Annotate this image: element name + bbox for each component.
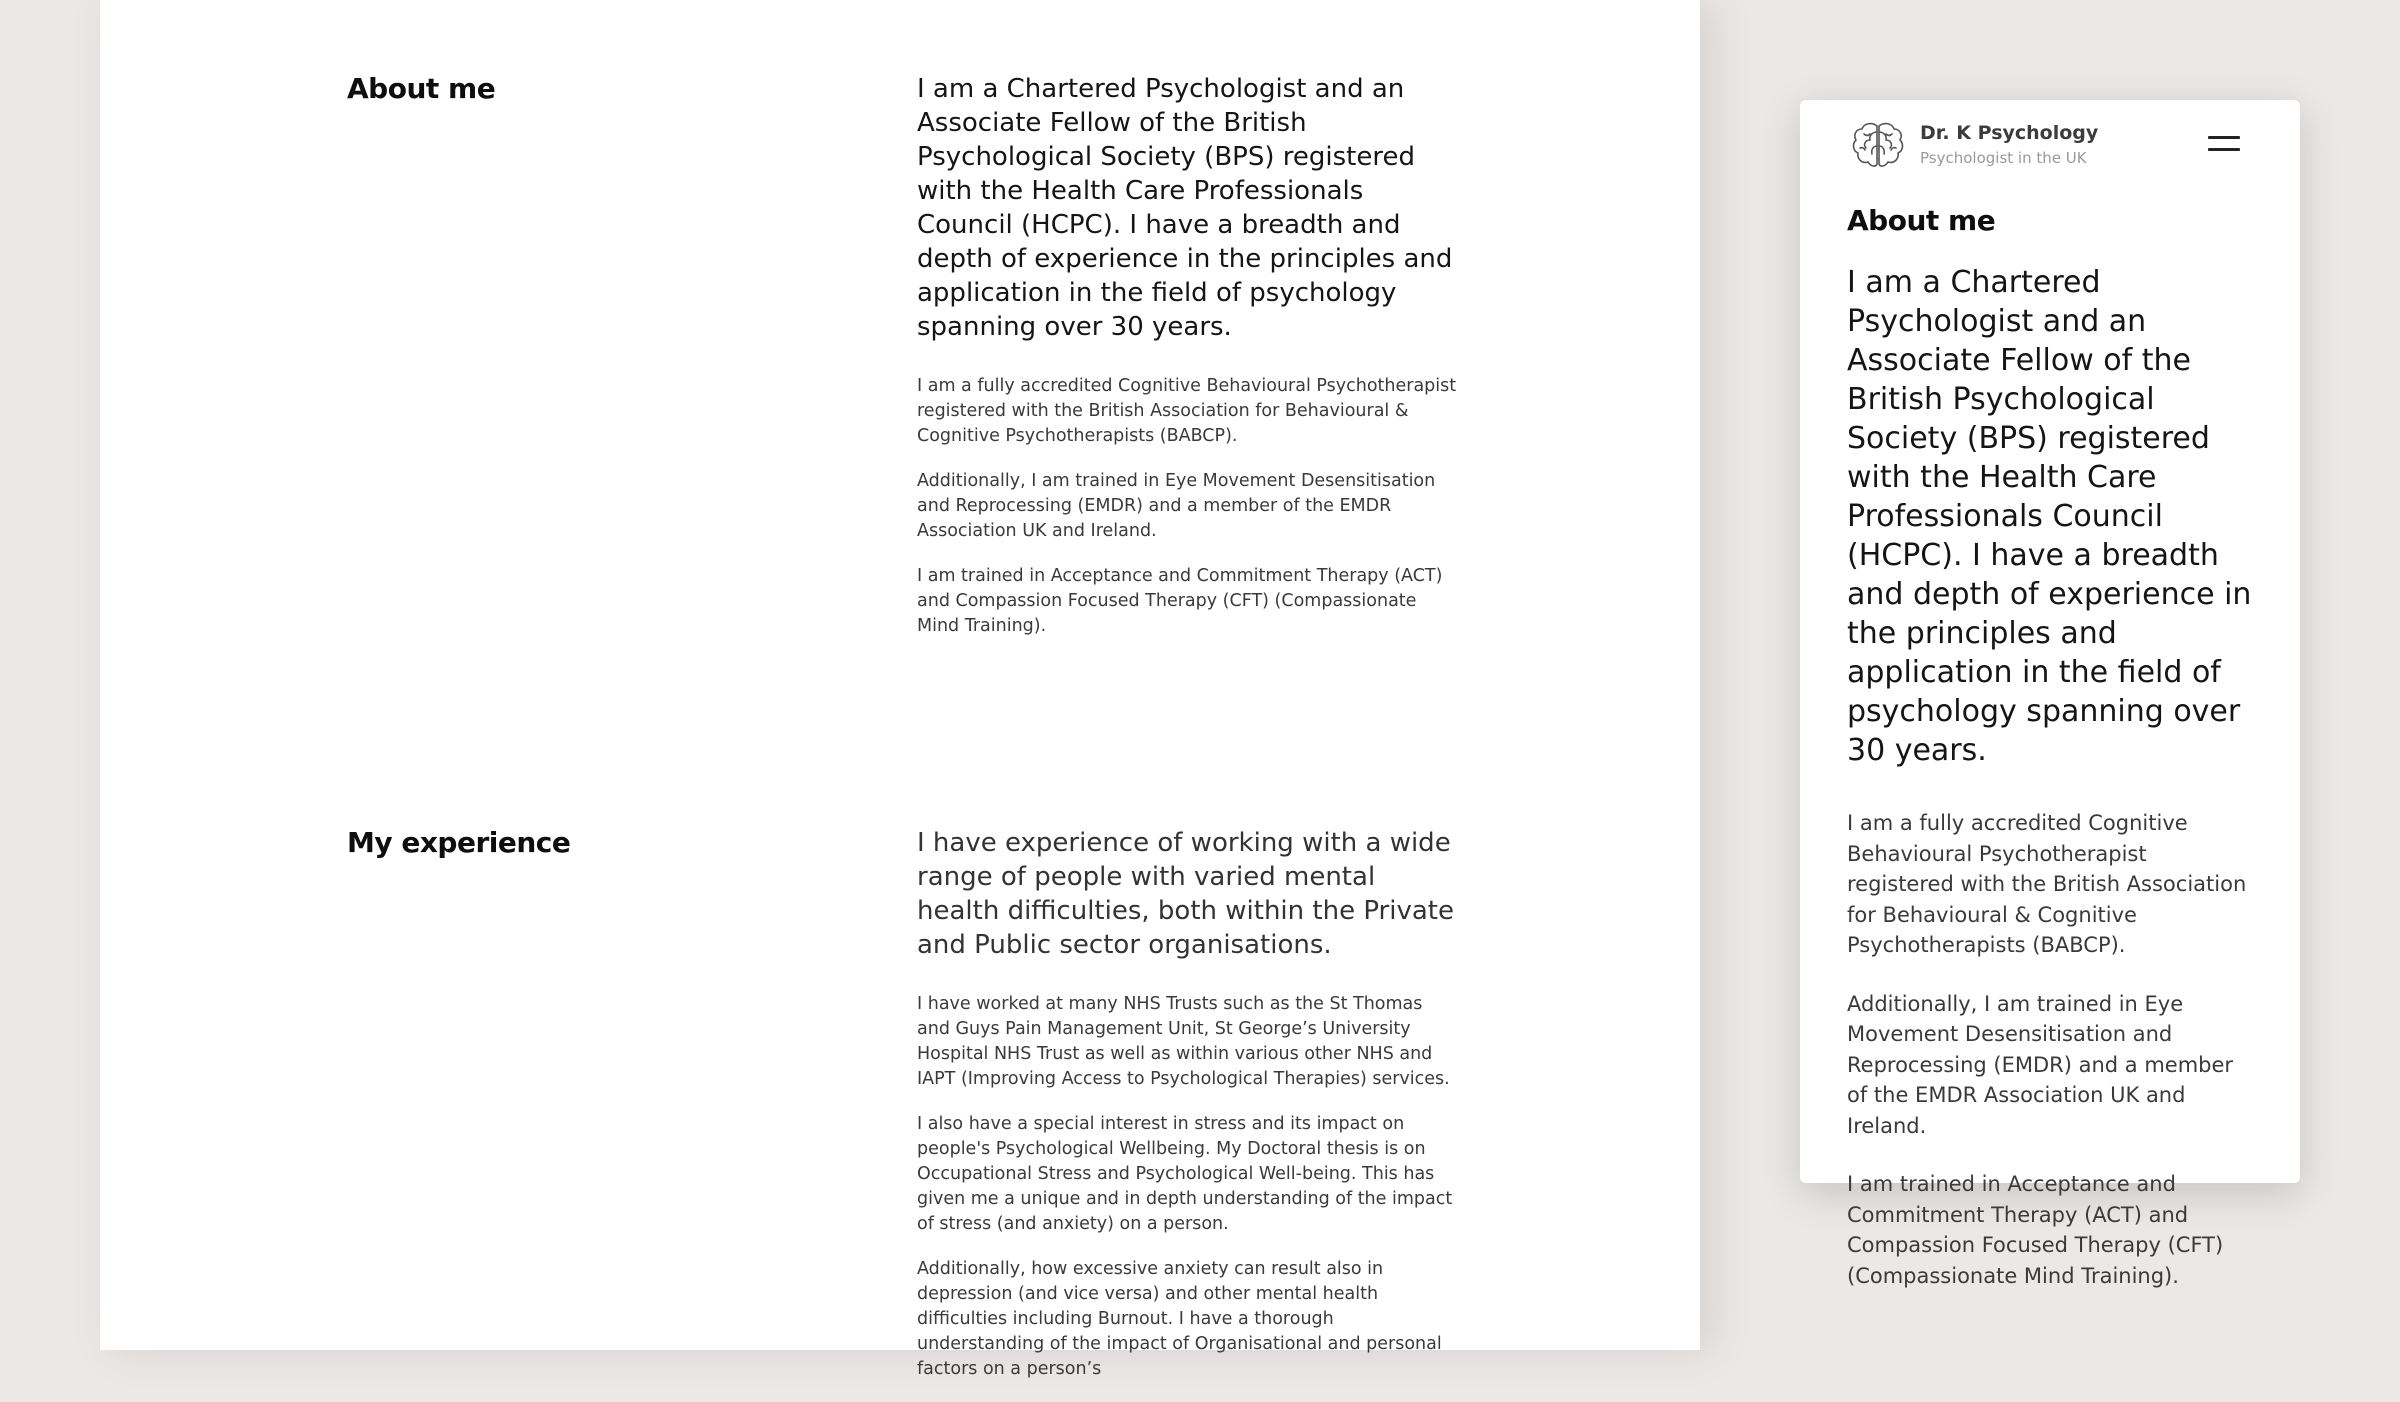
mobile-about-paragraph: Additionally, I am trained in Eye Movement Desensitisation and Reprocessing (EMDR) and a member of the EMDR Association UK and Ireland. <box>1847 991 2234 1138</box>
menu-line <box>2208 148 2240 151</box>
mobile-page-preview <box>1800 100 2300 1288</box>
desktop-page-preview <box>100 0 1700 1379</box>
experience-paragraph: Additionally, how excessive anxiety can result also in depression (and vice versa) and other mental health difficulties including Burnout. I have a thorough understanding of the impact of Organisational and personal factors on a person’s <box>917 1259 1442 1379</box>
mobile-about-lead-text: I am a Chartered Psychologist and an Associate Fellow of the British Psychological Society (BPS) registered with the Health Care Professionals Council (HCPC). I have a breadth and depth of experience in the principles and application in the field of psychology spanning over 30 years. <box>1847 265 2252 768</box>
mobile-about-heading: About me <box>1847 204 1996 237</box>
experience-paragraph: I also have a special interest in stress and its impact on people's Psychological Wellbeing. My Doctoral thesis is on Occupational Stress and Psychological Well-being. This has given me a unique and in depth understanding of the impact of stress (and anxiety) on a person. <box>917 1114 1453 1234</box>
mobile-about-paragraph: I am trained in Acceptance and Commitment Therapy (ACT) and Compassion Focused Therapy (CFT) (Compassionate Mind Training). <box>1847 1172 2224 1288</box>
brand-tagline: Psychologist in the UK <box>1920 149 2087 167</box>
mobile-header <box>1800 100 2300 190</box>
about-lead-text: I am a Chartered Psychologist and an Associate Fellow of the British Psychological Society (BPS) registered with the Health Care Professionals Council (HCPC). I have a breadth and depth of experience in the principles and application in the field of psychology spanning over 30 years. <box>917 74 1453 342</box>
about-paragraph: Additionally, I am trained in Eye Movement Desensitisation and Reprocessing (EMDR) and a member of the EMDR Association UK and Ireland. <box>917 471 1436 541</box>
about-paragraph: I am trained in Acceptance and Commitment Therapy (ACT) and Compassion Focused Therapy (CFT) (Compassionate Mind Training). <box>917 566 1443 636</box>
mobile-about-section <box>1847 204 2257 1319</box>
about-paragraph: I am a fully accredited Cognitive Behavioural Psychotherapist registered with the British Association for Behavioural & Cognitive Psychotherapists (BABCP). <box>917 376 1457 446</box>
about-heading: About me <box>347 72 496 105</box>
brand-name[interactable]: Dr. K Psychology <box>1920 122 2099 144</box>
brain-icon[interactable] <box>1850 120 1906 172</box>
experience-paragraph: I have worked at many NHS Trusts such as the St Thomas and Guys Pain Management Unit, St George’s University Hospital NHS Trust as well as within various other NHS and IAPT (Improving Access to Psychological Therapies) services. <box>917 994 1450 1089</box>
experience-body <box>917 826 1457 1402</box>
hamburger-menu-icon[interactable] <box>2208 136 2240 158</box>
menu-line <box>2208 136 2240 139</box>
experience-lead-text: I have experience of working with a wide range of people with varied mental health difficulties, both within the Private and Public sector organisations. <box>917 828 1454 960</box>
mobile-about-paragraph: I am a fully accredited Cognitive Behavioural Psychotherapist registered with the British Association for Behavioural & Cognitive Psychotherapists (BABCP). <box>1847 811 2247 957</box>
experience-heading: My experience <box>347 826 571 859</box>
about-body <box>917 72 1457 659</box>
